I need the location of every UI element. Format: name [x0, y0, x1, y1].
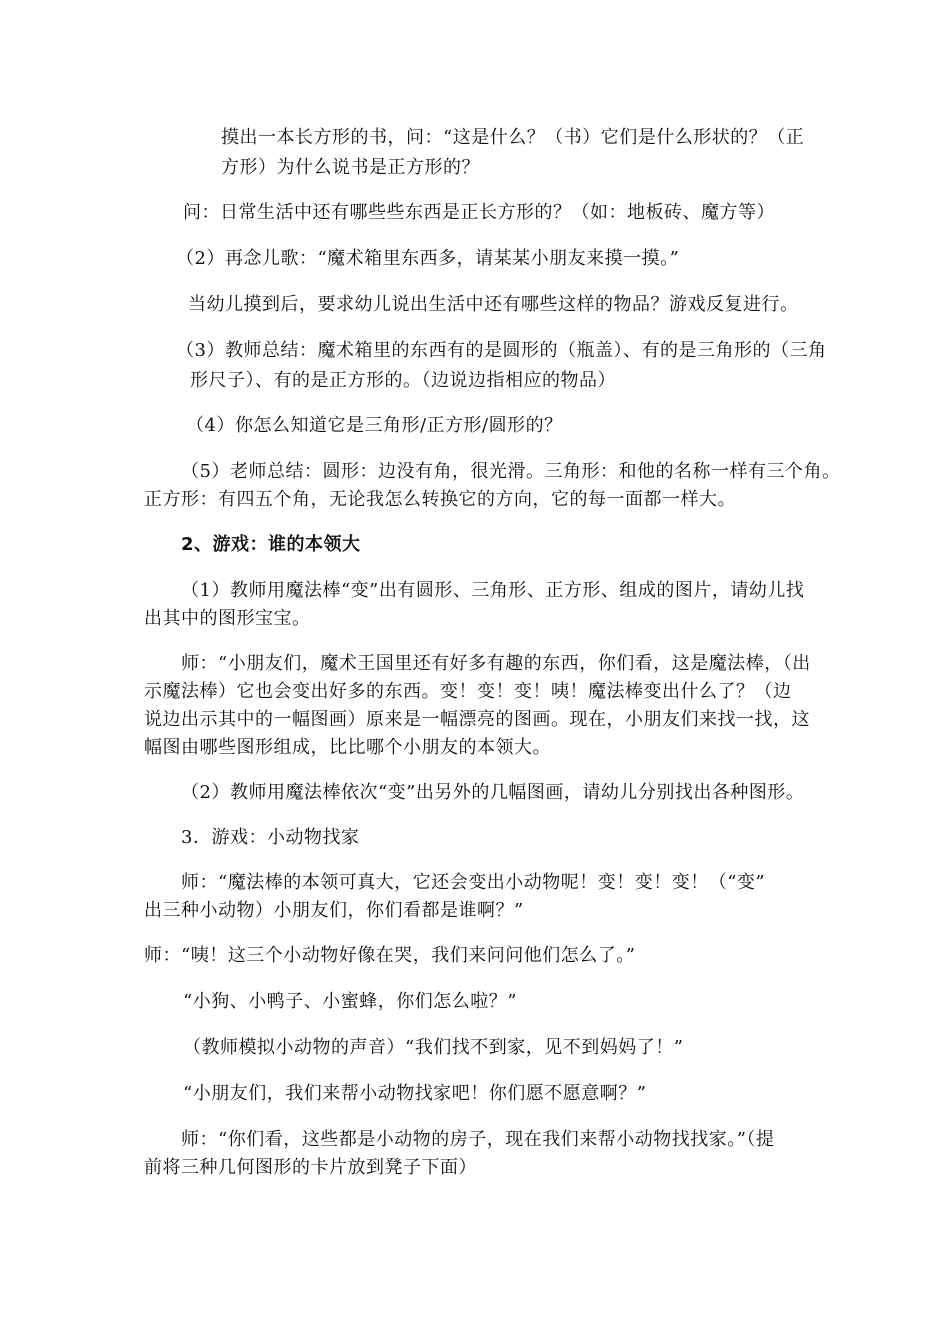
paragraph-line: 前将三种几何图形的卡片放到凳子下面）: [144, 1157, 477, 1178]
section-heading: 2、游戏：谁的本领大: [181, 534, 361, 555]
paragraph-line: 问：日常生活中还有哪些些东西是正长方形的？（如：地板砖、魔方等）: [183, 202, 775, 223]
paragraph-line: 示魔法棒）它也会变出好多的东西。变！变！变！咦！魔法棒变出什么了？（边: [144, 681, 792, 702]
paragraph-line: （1）教师用魔法棒“变”出有圆形、三角形、正方形、组成的图片，请幼儿找: [181, 580, 805, 601]
paragraph-line: 师：“咦！这三个小动物好像在哭，我们来问问他们怎么了。”: [144, 945, 636, 966]
paragraph-line: （5）老师总结：圆形：边没有角，很光滑。三角形：和他的名称一样有三个角。: [181, 461, 841, 482]
paragraph-line: 方形）为什么说书是正方形的？: [221, 157, 480, 178]
paragraph-line: （2）再念儿歌：“魔术箱里东西多，请某某小朋友来摸一摸。”: [176, 248, 680, 269]
paragraph-line: 幅图由哪些图形组成，比比哪个小朋友的本领大。: [144, 737, 551, 758]
paragraph-line: （4）你怎么知道它是三角形/正方形/圆形的？: [186, 415, 563, 436]
paragraph-line: 出其中的图形宝宝。: [144, 608, 311, 629]
paragraph-line: 师：“小朋友们，魔术王国里还有好多有趣的东西，你们看，这是魔法棒，（出: [181, 653, 811, 674]
paragraph-line: “小朋友们，我们来帮小动物找家吧！你们愿不愿意啊？”: [183, 1083, 647, 1104]
paragraph-line: 形尺子）、有的是正方形的。（边说边指相应的物品）: [190, 370, 616, 391]
paragraph-line: （3）教师总结：魔术箱里的东西有的是圆形的（瓶盖）、有的是三角形的（三角: [176, 340, 827, 361]
paragraph-line: （教师模拟小动物的声音）“我们找不到家，见不到妈妈了！”: [183, 1037, 684, 1058]
paragraph-line: 师：“魔法棒的本领可真大，它还会变出小动物呢！变！变！变！（“变”: [181, 872, 766, 893]
paragraph-line: 出三种小动物）小朋友们，你们看都是谁啊？”: [144, 900, 524, 921]
paragraph-line: “小狗、小鸭子、小蜜蜂，你们怎么啦？”: [183, 991, 517, 1012]
paragraph-line: 正方形：有四五个角，无论我怎么转换它的方向，它的每一面都一样大。: [144, 489, 736, 510]
paragraph-line: 摸出一本长方形的书，问：“这是什么？（书）它们是什么形状的？（正: [221, 127, 805, 148]
paragraph-line: 说边出示其中的一幅图画）原来是一幅漂亮的图画。现在，小朋友们来找一找，这: [144, 709, 810, 730]
paragraph-line: （2）教师用魔法棒依次“变”出另外的几幅图画，请幼儿分别找出各种图形。: [181, 782, 805, 803]
paragraph-line: 当幼儿摸到后，要求幼儿说出生活中还有哪些这样的物品？游戏反复进行。: [188, 294, 799, 315]
paragraph-line: 师：“你们看，这些都是小动物的房子，现在我们来帮小动物找找家。”（提: [181, 1129, 775, 1150]
section-heading: 3．游戏：小动物找家: [181, 827, 360, 848]
